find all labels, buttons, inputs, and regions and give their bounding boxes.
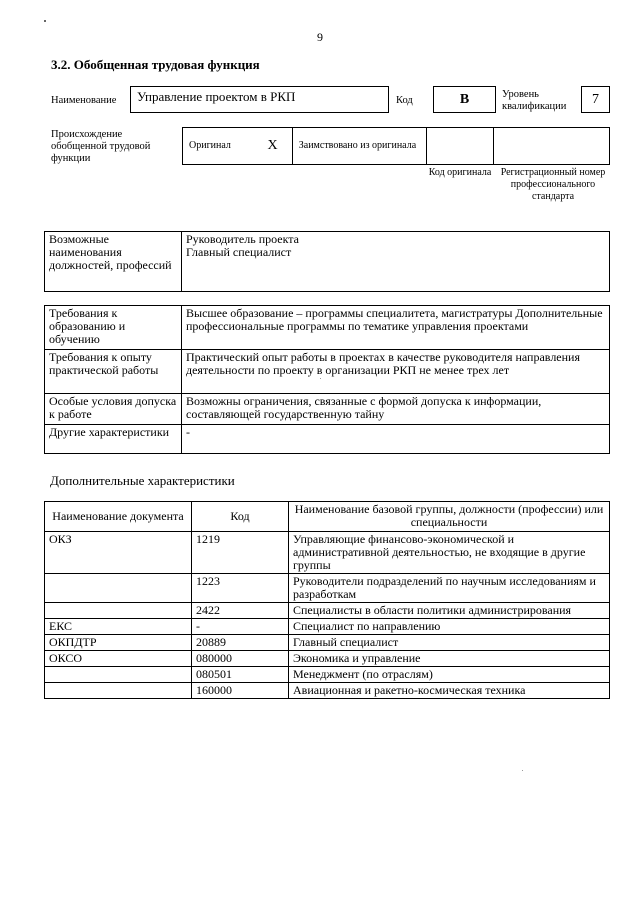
- col-doc-header: Наименование документа: [45, 502, 192, 532]
- doc-cell: [45, 574, 192, 603]
- name-cell: Менеджмент (по отраслям): [289, 667, 610, 683]
- level-label: Уровень квалификации: [502, 89, 567, 112]
- code-cell: 080501: [192, 667, 289, 683]
- table-row: [45, 574, 610, 603]
- table-row: [45, 619, 610, 635]
- table-row: [45, 532, 610, 574]
- req-label: Требования к образованию и обучению: [45, 306, 182, 350]
- name-cell: Главный специалист: [289, 635, 610, 651]
- origin-reg-cell: [494, 128, 610, 165]
- positions-label: Возможные наименования должностей, профессий: [45, 232, 182, 292]
- code-cell: 1223: [192, 574, 289, 603]
- additional-title: Дополнительные характеристики: [50, 473, 235, 488]
- scan-speck: [522, 770, 523, 771]
- table-row: [45, 651, 610, 667]
- code-label: Код: [396, 95, 413, 106]
- doc-cell: [45, 683, 192, 699]
- name-cell: Специалист по направлению: [289, 619, 610, 635]
- code-cell: 1219: [192, 532, 289, 574]
- col-name-header: Наименование базовой группы, должности (профессии) или специальности: [289, 502, 610, 532]
- name-cell: Экономика и управление: [289, 651, 610, 667]
- requirements-table: [44, 305, 610, 454]
- origin-reg-caption: Регистрационный номер профессионального стандарта: [500, 167, 606, 202]
- additional-table: [44, 501, 610, 699]
- req-value: -: [182, 425, 610, 454]
- position-item: Руководитель проекта: [186, 232, 299, 246]
- section-title: 3.2. Обобщенная трудовая функция: [51, 57, 260, 72]
- table-row: [45, 603, 610, 619]
- doc-cell: ОКПДТР: [45, 635, 192, 651]
- req-label: Другие характеристики: [45, 425, 182, 454]
- origin-original-label: Оригинал: [183, 128, 254, 165]
- code-cell: 080000: [192, 651, 289, 667]
- origin-code-cell: [426, 128, 493, 165]
- name-cell: Руководители подразделений по научным исследованиям и разработкам: [289, 574, 610, 603]
- origin-borrowed-label: Заимствовано из оригинала: [292, 128, 426, 165]
- name-cell: Управляющие финансово-экономической и административной деятельностью, не входящие в другие группы: [289, 532, 610, 574]
- name-cell: Авиационная и ракетно-космическая техника: [289, 683, 610, 699]
- origin-table: [182, 127, 610, 165]
- code-cell: 160000: [192, 683, 289, 699]
- table-row: [45, 683, 610, 699]
- origin-original-mark: X: [253, 128, 292, 165]
- origin-code-caption: Код оригинала: [428, 167, 492, 178]
- scan-speck: [320, 378, 321, 379]
- col-code-header: Код: [192, 502, 289, 532]
- level-field: 7: [581, 86, 610, 113]
- code-cell: 20889: [192, 635, 289, 651]
- scan-mark: [44, 20, 46, 22]
- name-cell: Специалисты в области политики администрирования: [289, 603, 610, 619]
- code-field: B: [433, 86, 496, 113]
- page-number: 9: [317, 30, 323, 44]
- origin-label: Происхождение обобщенной трудовой функции: [51, 129, 151, 164]
- code-cell: 2422: [192, 603, 289, 619]
- code-cell: -: [192, 619, 289, 635]
- name-field: Управление проектом в РКП: [130, 86, 389, 113]
- position-item: Главный специалист: [186, 245, 292, 259]
- doc-cell: ОКЗ: [45, 532, 192, 574]
- req-value: Возможны ограничения, связанные с формой допуска к информации, составляющей государственную тайну: [182, 394, 610, 425]
- name-label: Наименование: [51, 95, 117, 106]
- req-value: Практический опыт работы в проектах в качестве руководителя направления деятельности по проекту в организации РКП не менее трех лет: [182, 350, 610, 394]
- doc-cell: ОКСО: [45, 651, 192, 667]
- table-row: [45, 667, 610, 683]
- req-value: Высшее образование – программы специалитета, магистратуры Дополнительные профессиональные программы по тематике управления проектами: [182, 306, 610, 350]
- req-label: Требования к опыту практической работы: [45, 350, 182, 394]
- positions-table: [44, 231, 610, 292]
- positions-value: [182, 232, 610, 292]
- req-label: Особые условия допуска к работе: [45, 394, 182, 425]
- doc-cell: ЕКС: [45, 619, 192, 635]
- doc-cell: [45, 667, 192, 683]
- table-row: [45, 635, 610, 651]
- doc-cell: [45, 603, 192, 619]
